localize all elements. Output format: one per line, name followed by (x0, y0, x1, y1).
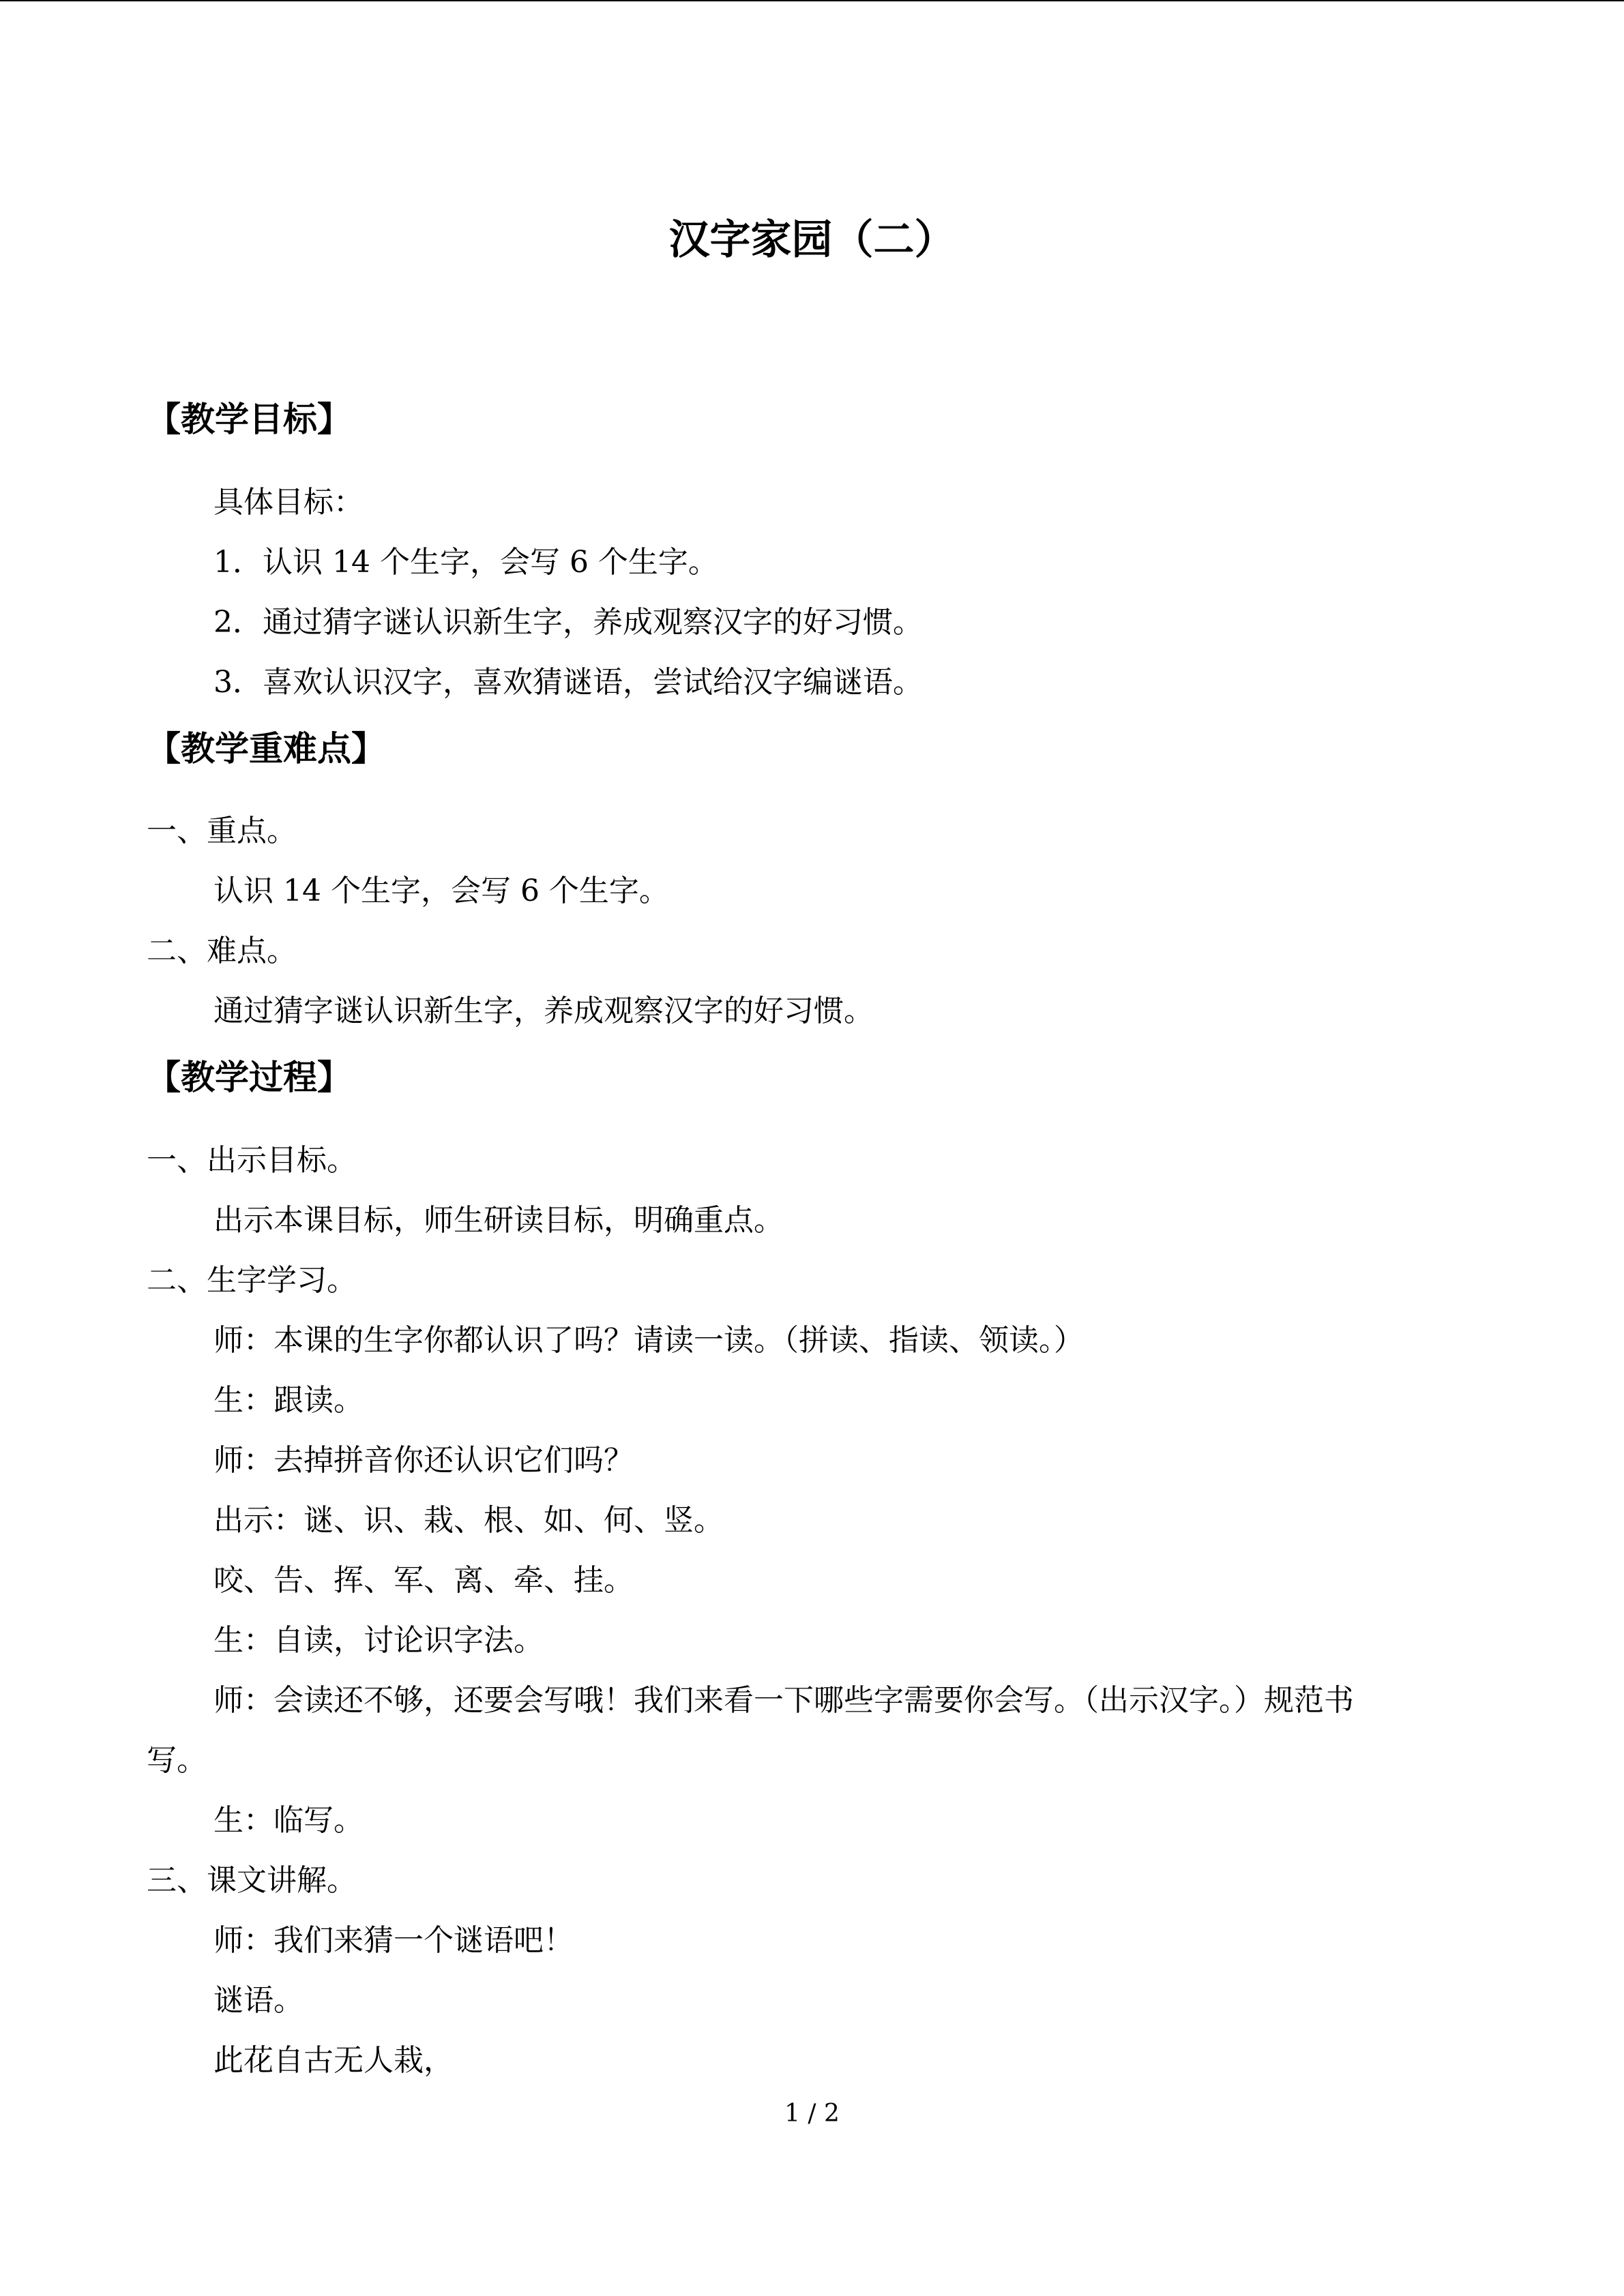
difficulty-text: 通过猜字谜认识新生字，养成观察汉字的好习惯。 (213, 994, 874, 1028)
process-line: 生：临写。 (213, 1803, 364, 1838)
process-heading: 【教学过程】 (147, 1058, 351, 1097)
objectives-heading: 【教学目标】 (147, 400, 351, 439)
difficulty-label: 二、难点。 (147, 934, 297, 968)
key-point-text: 认识 14 个生字，会写 6 个生字。 (213, 874, 669, 908)
key-points-heading: 【教学重难点】 (147, 729, 385, 769)
page-title: 汉字家园（二） (668, 216, 956, 264)
process-line: 师：本课的生字你都认识了吗？请读一读。（拼读、指读、领读。） (213, 1323, 1084, 1358)
key-point-label: 一、重点。 (147, 814, 297, 848)
process-step-heading: 一、出示目标。 (147, 1143, 357, 1178)
process-line: 咬、告、挥、军、离、牵、挂。 (213, 1563, 634, 1598)
objectives-intro: 具体目标： (213, 485, 364, 520)
process-line: 出示：谜、识、栽、根、如、何、竖。 (213, 1503, 724, 1538)
process-line: 谜语。 (213, 1983, 304, 2018)
objective-item: 2．通过猜字谜认识新生字，养成观察汉字的好习惯。 (213, 605, 923, 640)
process-line: 师：我们来猜一个谜语吧！ (213, 1923, 574, 1958)
process-line-continuation: 写。 (147, 1743, 207, 1778)
process-line: 师：去掉拼音你还认识它们吗？ (213, 1443, 634, 1478)
top-border (0, 0, 1624, 1)
process-line: 生：自读，讨论识字法。 (213, 1623, 544, 1658)
process-line: 此花自古无人栽， (213, 2043, 454, 2078)
objective-item: 3．喜欢认识汉字，喜欢猜谜语，尝试给汉字编谜语。 (213, 665, 923, 700)
process-step-heading: 三、课文讲解。 (147, 1863, 357, 1898)
page-number: 1 / 2 (784, 2100, 840, 2128)
process-line: 出示本课目标，师生研读目标，明确重点。 (213, 1203, 784, 1238)
process-line: 生：跟读。 (213, 1383, 364, 1418)
objective-item: 1．认识 14 个生字，会写 6 个生字。 (213, 545, 718, 580)
process-line: 师：会读还不够，还要会写哦！我们来看一下哪些字需要你会写。（出示汉字。）规范书 (213, 1683, 1354, 1718)
process-step-heading: 二、生字学习。 (147, 1263, 357, 1298)
